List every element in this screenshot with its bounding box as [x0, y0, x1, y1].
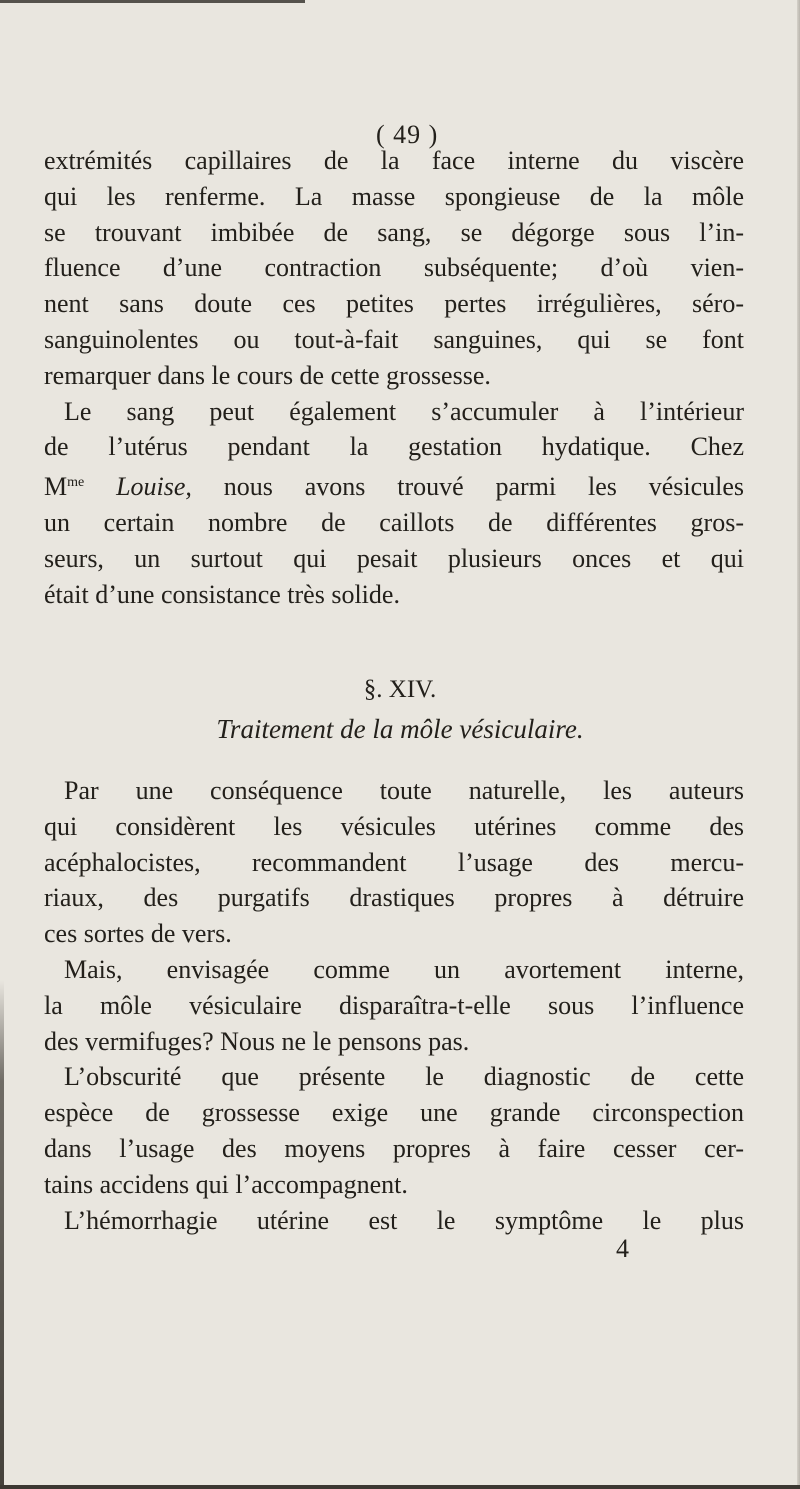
paragraphs-top: [44, 143, 744, 612]
section-title: Traitement de la môle vésiculaire.: [216, 714, 584, 744]
section-number: §. XIV.: [363, 676, 437, 703]
text-line: Par une conséquence toute naturelle, les auteurs: [64, 776, 744, 805]
text-line: Mais, envisagée comme un avortement interne,: [64, 954, 744, 984]
text-line: sanguinolentes ou tout-à-fait sanguines, qui se font: [44, 324, 744, 354]
signature-mark: 4: [616, 1234, 629, 1263]
text-line: qui considèrent les vésicules utérines comme des: [44, 811, 744, 841]
text-line: la môle vésiculaire disparaîtra-t-elle sous l’influence: [44, 990, 744, 1020]
text-line: L’hémorrhagie utérine est le symptôme le plus: [64, 1205, 744, 1235]
text-line: ces sortes de vers.: [44, 919, 232, 949]
bottom-rule: [0, 1485, 800, 1489]
text-line: Le sang peut également s’accumuler à l’intérieur: [64, 396, 744, 426]
page-number: ( 49 ): [376, 120, 439, 149]
text-line: remarquer dans le cours de cette grossesse.: [44, 360, 491, 390]
text-line: un certain nombre de caillots de différentes gros-: [44, 507, 744, 537]
text-line-rest: nous avons trouvé parmi les vésicules: [191, 472, 745, 502]
text-line: dans l’usage des moyens propres à faire cesser cer-: [44, 1133, 744, 1163]
text-line: fluence d’une contraction subséquente; d’où vien-: [44, 253, 744, 283]
text-line: nent sans doute ces petites pertes irrégulières, séro-: [44, 289, 744, 319]
text-line: riaux, des purgatifs drastiques propres à détruire: [44, 883, 744, 913]
paragraphs-main: [44, 773, 744, 1238]
text-line-with-name: [44, 465, 744, 505]
text-line: L’obscurité que présente le diagnostic de cette: [64, 1062, 744, 1092]
text-line: des vermifuges? Nous ne le pensons pas.: [44, 1026, 470, 1056]
text-line: qui les renferme. La masse spongieuse de la môle: [44, 181, 744, 211]
honorific: M: [44, 472, 68, 502]
text-line: espèce de grossesse exige une grande circonspection: [44, 1098, 744, 1128]
text-line: de l’utérus pendant la gestation hydatique. Chez: [44, 432, 744, 462]
text-line: tains accidens qui l’accompagnent.: [44, 1169, 408, 1199]
person-name: Louise,: [116, 472, 192, 502]
text-line: était d’une consistance très solide.: [44, 579, 400, 609]
honorific-superscript: me: [67, 475, 85, 491]
page-left-edge-shadow: [0, 980, 4, 1489]
text-line: extrémités capillaires de la face interne du viscère: [44, 146, 744, 175]
text-line: acéphalocistes, recommandent l’usage des mercu-: [44, 847, 744, 877]
text-line: se trouvant imbibée de sang, se dégorge sous l’in-: [44, 217, 744, 247]
text-line: seurs, un surtout qui pesait plusieurs onces et qui: [44, 543, 744, 573]
top-rule: [0, 0, 305, 3]
